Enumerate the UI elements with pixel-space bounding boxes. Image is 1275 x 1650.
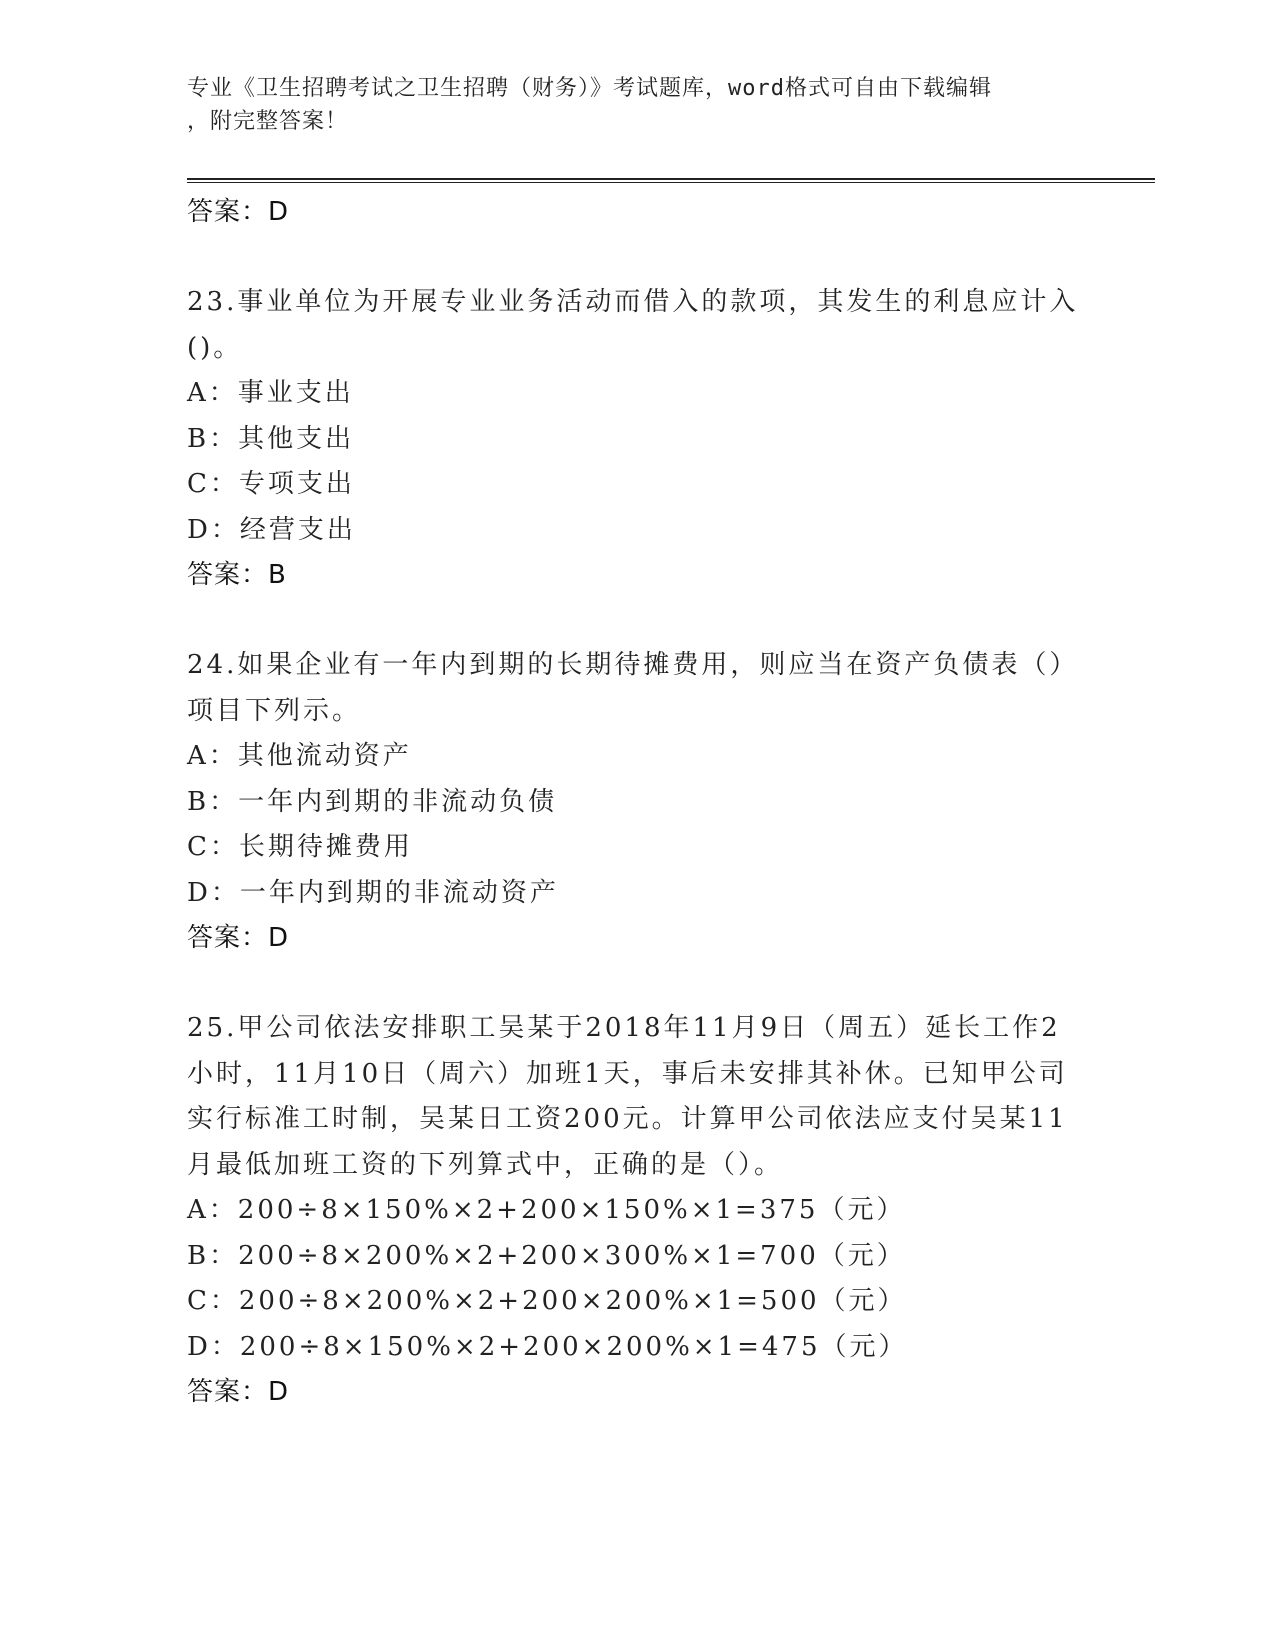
option-c: C：200÷8×200%×2+200×200%×1=500（元） [187,1286,907,1316]
option-c: C：长期待摊费用 [187,832,413,862]
option-a: A：事业支出 [187,378,354,408]
question-stem: 24.如果企业有一年内到期的长期待摊费用，则应当在资产负债表（）项目下列示。 [187,650,1079,726]
option-b: B：一年内到期的非流动负债 [187,786,558,817]
answer-line: 答案：D [187,1377,290,1407]
question-stem: 23.事业单位为开展专业业务活动而借入的款项，其发生的利息应计入()。 [187,287,1079,363]
header-text-line2: ，附完整答案！ [187,109,349,134]
question-24 [187,643,1087,960]
document-body [187,190,1087,1414]
answer-line: 答案：D [187,923,290,953]
page-header [187,72,1067,138]
option-d: D：一年内到期的非流动资产 [187,877,559,908]
question-25 [187,1006,1087,1414]
header-divider [187,178,1155,183]
answer-line: 答案：B [187,560,287,590]
option-a: A：200÷8×150%×2+200×150%×1=375（元） [187,1195,906,1225]
question-stem: 25.甲公司依法安排职工吴某于2018年11月9日（周五）延长工作2小时，11月10日（周六）加班1天，事后未安排其补休。已知甲公司实行标准工时制，吴某日工资200元。计算甲公司依法应支付吴某11月最低加班工资的下列算式中，正确的是（）。 [187,1013,1068,1180]
option-a: A：其他流动资产 [187,741,412,771]
option-b: B：200÷8×200%×2+200×300%×1=700（元） [187,1240,906,1271]
question-23 [187,280,1087,597]
option-d: D：经营支出 [187,514,356,545]
header-text-line1: 专业《卫生招聘考试之卫生招聘（财务）》考试题库，word格式可自由下载编辑 [187,76,992,101]
option-c: C：专项支出 [187,469,355,499]
option-d: D：200÷8×150%×2+200×200%×1=475（元） [187,1331,908,1362]
previous-answer: 答案：D [187,197,290,227]
option-b: B：其他支出 [187,423,355,454]
